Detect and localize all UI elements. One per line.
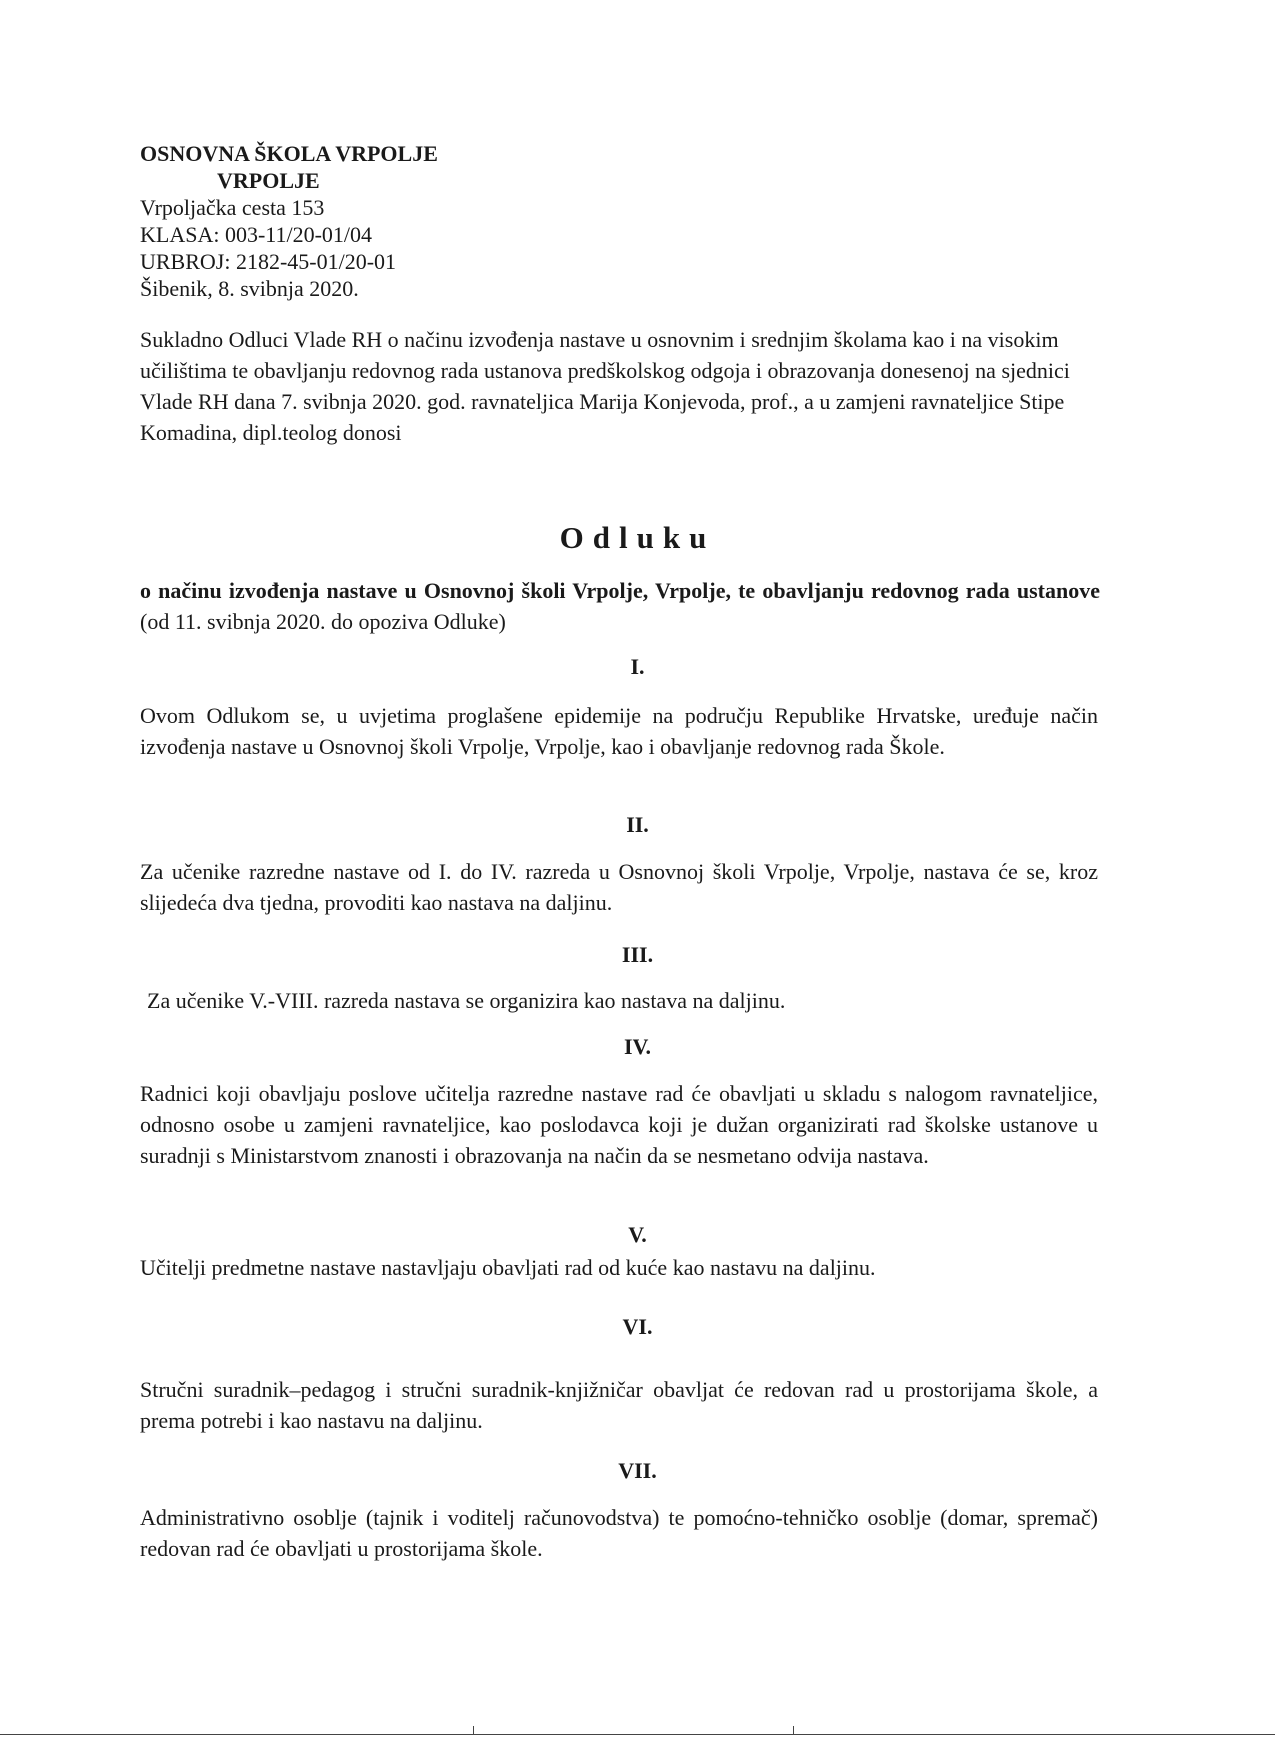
school-address: Vrpoljačka cesta 153 <box>140 195 325 220</box>
section-number-6: VI. <box>622 1314 653 1339</box>
section-text-6: Stručni suradnik–pedagog i stručni suradnik-knjižničar obavljat će redovan rad u prostorijama škole, a prema potrebi i kao nastavu na daljinu. <box>140 1377 1098 1433</box>
bottom-scan-edge <box>0 1734 1275 1735</box>
section-text-4: Radnici koji obavljaju poslove učitelja razredne nastave rad će obavljati u skladu s nalogom ravnateljice, odnosno osobe u zamjeni ravnateljice, kao poslodavca koji je dužan organizirati rad školske ustanove u suradnji s Ministarstvom znanosti i obrazovanja na način da se nesmetano odvija nastava. <box>140 1081 1098 1168</box>
section-text-3: Za učenike V.-VIII. razreda nastava se organizira kao nastava na daljinu. <box>147 988 786 1013</box>
school-name: OSNOVNA ŠKOLA VRPOLJE <box>140 141 438 166</box>
section-number-5: V. <box>628 1222 647 1247</box>
section-text-5: Učitelji predmetne nastave nastavljaju obavljati rad od kuće kao nastavu na daljinu. <box>140 1255 876 1280</box>
bottom-scan-mark-left <box>473 1726 474 1735</box>
urbroj-number: URBROJ: 2182-45-01/20-01 <box>140 249 397 274</box>
document-date: Šibenik, 8. svibnja 2020. <box>140 276 359 301</box>
school-place: VRPOLJE <box>217 168 320 193</box>
section-text-7: Administrativno osoblje (tajnik i voditelj računovodstva) te pomoćno-tehničko osoblje (domar, spremač) redovan rad će obavljati u prostorijama škole. <box>140 1505 1098 1561</box>
subtitle-bold: o načinu izvođenja nastave u Osnovnoj školi Vrpolje, Vrpolje, te obavljanju redovnog rada ustanove <box>140 578 1100 603</box>
section-number-4: IV. <box>623 1034 652 1059</box>
document-subtitle <box>140 575 1100 637</box>
document-header <box>140 140 438 302</box>
section-text-1: Ovom Odlukom se, u uvjetima proglašene epidemije na području Republike Hrvatske, uređuje način izvođenja nastave u Osnovnoj školi Vrpolje, Vrpolje, kao i obavljanje redovnog rada Škole. <box>140 703 1098 759</box>
section-number-7: VII. <box>618 1458 657 1483</box>
subtitle-period: (od 11. svibnja 2020. do opoziva Odluke) <box>140 609 506 634</box>
section-number-2: II. <box>626 812 649 837</box>
section-text-2: Za učenike razredne nastave od I. do IV. razreda u Osnovnoj školi Vrpolje, Vrpolje, nastava će se, kroz slijedeća dva tjedna, provoditi kao nastava na daljinu. <box>140 859 1098 915</box>
document-title: Odluku <box>559 520 716 555</box>
klasa-number: KLASA: 003-11/20-01/04 <box>140 222 373 247</box>
intro-paragraph: Sukladno Odluci Vlade RH o načinu izvođenja nastave u osnovnim i srednjim školama kao i na visokim učilištima te obavljanju redovnog rada ustanova predškolskog odgoja i obrazovanja donesenoj na sjednici Vlade RH dana 7. svibnja 2020. god. ravnateljica Marija Konjevoda, prof., a u zamjeni ravnateljice Stipe Komadina, dipl.teolog donosi <box>140 327 1070 445</box>
section-number-1: I. <box>630 654 645 679</box>
bottom-scan-mark-right <box>793 1726 794 1735</box>
section-number-3: III. <box>621 942 654 967</box>
